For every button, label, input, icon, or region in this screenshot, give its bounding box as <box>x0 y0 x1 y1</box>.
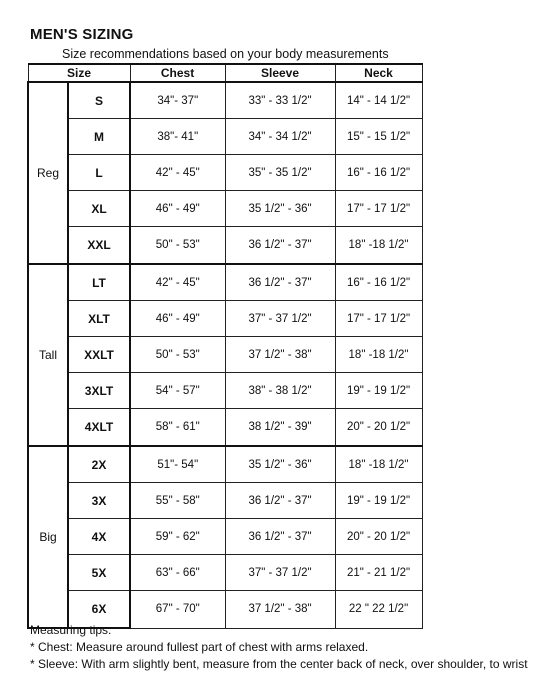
neck-cell: 19" - 19 1/2" <box>335 373 422 409</box>
size-cell: XXLT <box>68 337 130 373</box>
size-cell: 3X <box>68 483 130 519</box>
table-row <box>28 264 422 301</box>
header-neck: Neck <box>335 64 422 82</box>
table-row <box>28 409 422 447</box>
chest-cell: 50" - 53" <box>130 227 225 265</box>
sleeve-cell: 36 1/2" - 37" <box>225 264 335 301</box>
size-cell: LT <box>68 264 130 301</box>
chest-cell: 54" - 57" <box>130 373 225 409</box>
sleeve-cell: 36 1/2" - 37" <box>225 227 335 265</box>
table-row <box>28 446 422 483</box>
table-body <box>28 82 422 628</box>
chest-cell: 51"- 54" <box>130 446 225 483</box>
sleeve-cell: 36 1/2" - 37" <box>225 483 335 519</box>
table-row <box>28 483 422 519</box>
size-cell: 4XLT <box>68 409 130 447</box>
group-label-tall: Tall <box>28 264 68 446</box>
group-label-big: Big <box>28 446 68 628</box>
chest-cell: 58" - 61" <box>130 409 225 447</box>
neck-cell: 18" -18 1/2" <box>335 227 422 265</box>
table-row <box>28 555 422 591</box>
neck-cell: 18" -18 1/2" <box>335 337 422 373</box>
table-row <box>28 519 422 555</box>
chest-cell: 46" - 49" <box>130 191 225 227</box>
chest-cell: 38"- 41" <box>130 119 225 155</box>
size-cell: 6X <box>68 591 130 629</box>
sleeve-cell: 34" - 34 1/2" <box>225 119 335 155</box>
size-cell: 2X <box>68 446 130 483</box>
header-chest: Chest <box>130 64 225 82</box>
chest-cell: 34"- 37" <box>130 82 225 119</box>
table-row <box>28 119 422 155</box>
neck-cell: 19" - 19 1/2" <box>335 483 422 519</box>
sleeve-cell: 35" - 35 1/2" <box>225 155 335 191</box>
table-row <box>28 301 422 337</box>
chest-cell: 50" - 53" <box>130 337 225 373</box>
size-cell: L <box>68 155 130 191</box>
size-cell: 4X <box>68 519 130 555</box>
size-cell: S <box>68 82 130 119</box>
sizing-table <box>27 63 423 629</box>
table-row <box>28 373 422 409</box>
page-subtitle: Size recommendations based on your body measurements <box>62 47 389 61</box>
size-cell: XL <box>68 191 130 227</box>
size-cell: 3XLT <box>68 373 130 409</box>
neck-cell: 18" -18 1/2" <box>335 446 422 483</box>
header-sleeve: Sleeve <box>225 64 335 82</box>
sleeve-cell: 37" - 37 1/2" <box>225 555 335 591</box>
table-row <box>28 155 422 191</box>
header-size: Size <box>28 64 130 82</box>
table-header <box>28 64 422 82</box>
chest-cell: 42" - 45" <box>130 155 225 191</box>
page-title: MEN'S SIZING <box>30 26 134 43</box>
neck-cell: 20" - 20 1/2" <box>335 409 422 447</box>
size-cell: 5X <box>68 555 130 591</box>
neck-cell: 14" - 14 1/2" <box>335 82 422 119</box>
neck-cell: 16" - 16 1/2" <box>335 155 422 191</box>
sleeve-cell: 37 1/2" - 38" <box>225 337 335 373</box>
sleeve-cell: 33" - 33 1/2" <box>225 82 335 119</box>
measuring-tips <box>30 622 528 673</box>
tip-chest: * Chest: Measure around fullest part of chest with arms relaxed. <box>30 640 369 654</box>
size-cell: M <box>68 119 130 155</box>
chest-cell: 67" - 70" <box>130 591 225 629</box>
chest-cell: 42" - 45" <box>130 264 225 301</box>
neck-cell: 17" - 17 1/2" <box>335 301 422 337</box>
neck-cell: 17" - 17 1/2" <box>335 191 422 227</box>
table-row <box>28 82 422 119</box>
chest-cell: 59" - 62" <box>130 519 225 555</box>
neck-cell: 21" - 21 1/2" <box>335 555 422 591</box>
table-row <box>28 227 422 265</box>
table-row <box>28 191 422 227</box>
chest-cell: 46" - 49" <box>130 301 225 337</box>
chest-cell: 63" - 66" <box>130 555 225 591</box>
neck-cell: 15" - 15 1/2" <box>335 119 422 155</box>
neck-cell: 20" - 20 1/2" <box>335 519 422 555</box>
sleeve-cell: 37 1/2" - 38" <box>225 591 335 629</box>
sleeve-cell: 38" - 38 1/2" <box>225 373 335 409</box>
neck-cell: 16" - 16 1/2" <box>335 264 422 301</box>
sleeve-cell: 36 1/2" - 37" <box>225 519 335 555</box>
sleeve-cell: 38 1/2" - 39" <box>225 409 335 447</box>
chest-cell: 55" - 58" <box>130 483 225 519</box>
sleeve-cell: 35 1/2" - 36" <box>225 191 335 227</box>
size-cell: XLT <box>68 301 130 337</box>
sleeve-cell: 35 1/2" - 36" <box>225 446 335 483</box>
size-cell: XXL <box>68 227 130 265</box>
tip-sleeve: * Sleeve: With arm slightly bent, measure from the center back of neck, over shoulder, to wrist <box>30 657 528 671</box>
neck-cell: 22 " 22 1/2" <box>335 591 422 629</box>
tips-heading: Measuring tips: <box>30 623 112 637</box>
sleeve-cell: 37" - 37 1/2" <box>225 301 335 337</box>
group-label-reg: Reg <box>28 82 68 264</box>
table-row <box>28 337 422 373</box>
